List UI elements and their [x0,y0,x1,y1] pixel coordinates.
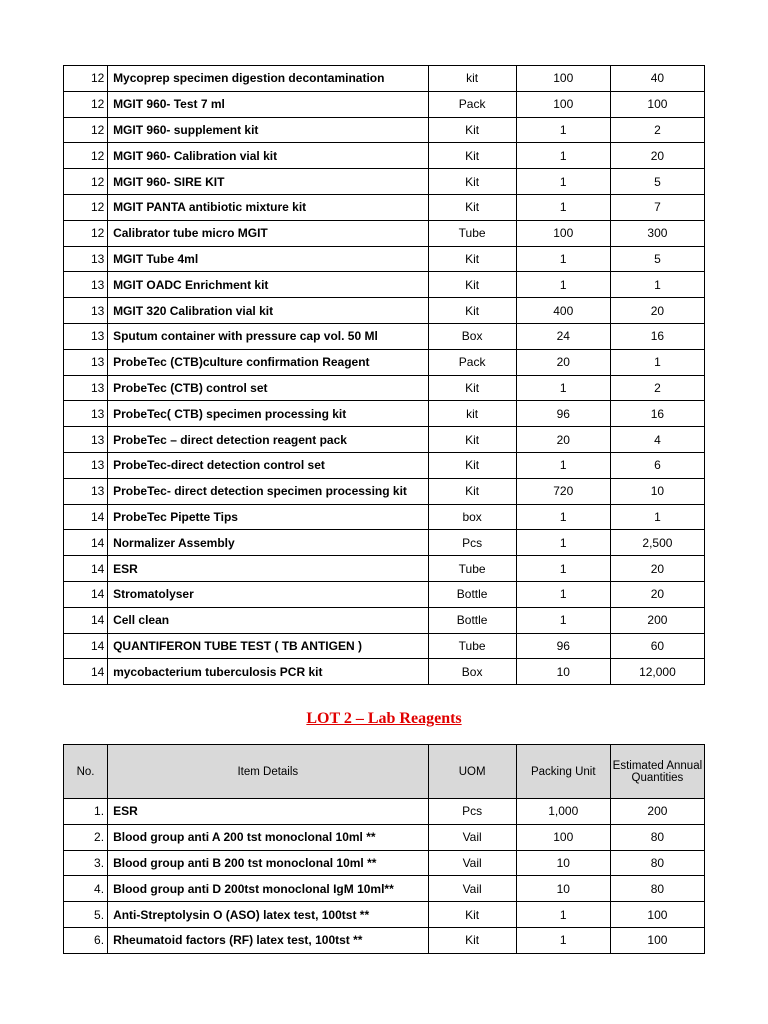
table-row [64,66,705,92]
table-row [64,298,705,324]
lot1-table [63,65,705,685]
table-row [64,349,705,375]
packing-unit: 96 [516,633,610,659]
estimated-quantity: 2,500 [610,530,704,556]
item-details: Blood group anti A 200 tst monoclonal 10ml ** [108,824,429,850]
row-number: 2. [64,824,108,850]
table-row [64,91,705,117]
uom: Kit [428,272,516,298]
item-details: Sputum container with pressure cap vol. 50 Ml [108,323,429,349]
item-details: MGIT 960- Calibration vial kit [108,143,429,169]
packing-unit: 96 [516,401,610,427]
uom: Pcs [428,799,516,825]
row-number: 6. [64,927,108,953]
uom: Kit [428,478,516,504]
table-row [64,246,705,272]
packing-unit: 400 [516,298,610,324]
item-details: ESR [108,556,429,582]
table-row [64,530,705,556]
packing-unit: 1 [516,581,610,607]
row-number: 12 [64,117,108,143]
row-number: 12 [64,169,108,195]
uom: Pack [428,349,516,375]
row-number: 14 [64,607,108,633]
table-row [64,902,705,928]
estimated-quantity: 40 [610,66,704,92]
item-details: ESR [108,799,429,825]
table-row [64,452,705,478]
row-number: 13 [64,427,108,453]
estimated-quantity: 5 [610,169,704,195]
table-row [64,799,705,825]
header-no: No. [64,745,108,799]
estimated-quantity: 20 [610,298,704,324]
uom: Kit [428,927,516,953]
table-row [64,117,705,143]
item-details: MGIT PANTA antibiotic mixture kit [108,194,429,220]
table-row [64,504,705,530]
uom: Bottle [428,607,516,633]
packing-unit: 10 [516,876,610,902]
row-number: 13 [64,323,108,349]
item-details: MGIT OADC Enrichment kit [108,272,429,298]
item-details: Blood group anti B 200 tst monoclonal 10ml ** [108,850,429,876]
estimated-quantity: 12,000 [610,659,704,685]
table-row [64,581,705,607]
table-row [64,401,705,427]
estimated-quantity: 1 [610,349,704,375]
estimated-quantity: 60 [610,633,704,659]
item-details: ProbeTec-direct detection control set [108,452,429,478]
packing-unit: 1 [516,169,610,195]
uom: Kit [428,452,516,478]
table-row [64,194,705,220]
item-details: Calibrator tube micro MGIT [108,220,429,246]
packing-unit: 100 [516,66,610,92]
header-item-details: Item Details [108,745,429,799]
estimated-quantity: 16 [610,401,704,427]
item-details: Cell clean [108,607,429,633]
row-number: 13 [64,246,108,272]
item-details: ProbeTec( CTB) specimen processing kit [108,401,429,427]
item-details: QUANTIFERON TUBE TEST ( TB ANTIGEN ) [108,633,429,659]
packing-unit: 100 [516,91,610,117]
packing-unit: 1 [516,246,610,272]
packing-unit: 1 [516,556,610,582]
table-row [64,169,705,195]
uom: Kit [428,246,516,272]
table-row [64,478,705,504]
packing-unit: 100 [516,220,610,246]
table-row [64,927,705,953]
uom: Bottle [428,581,516,607]
table-row [64,220,705,246]
table-row [64,143,705,169]
estimated-quantity: 80 [610,876,704,902]
packing-unit: 20 [516,427,610,453]
item-details: MGIT 320 Calibration vial kit [108,298,429,324]
table-row [64,272,705,298]
uom: box [428,504,516,530]
estimated-quantity: 10 [610,478,704,504]
row-number: 13 [64,375,108,401]
row-number: 14 [64,504,108,530]
item-details: ProbeTec (CTB)culture confirmation Reagent [108,349,429,375]
packing-unit: 1 [516,375,610,401]
estimated-quantity: 200 [610,607,704,633]
item-details: Rheumatoid factors (RF) latex test, 100tst ** [108,927,429,953]
table-row [64,824,705,850]
row-number: 12 [64,66,108,92]
item-details: ProbeTec Pipette Tips [108,504,429,530]
estimated-quantity: 80 [610,824,704,850]
estimated-quantity: 2 [610,375,704,401]
uom: Pack [428,91,516,117]
row-number: 5. [64,902,108,928]
estimated-quantity: 1 [610,272,704,298]
packing-unit: 1 [516,452,610,478]
estimated-quantity: 4 [610,427,704,453]
row-number: 14 [64,556,108,582]
table-row [64,633,705,659]
table-row [64,659,705,685]
uom: Tube [428,556,516,582]
packing-unit: 20 [516,349,610,375]
uom: Kit [428,117,516,143]
item-details: MGIT 960- SIRE KIT [108,169,429,195]
item-details: MGIT Tube 4ml [108,246,429,272]
estimated-quantity: 100 [610,902,704,928]
item-details: Mycoprep specimen digestion decontamination [108,66,429,92]
packing-unit: 1 [516,117,610,143]
packing-unit: 1 [516,194,610,220]
header-packing-unit: Packing Unit [516,745,610,799]
packing-unit: 100 [516,824,610,850]
estimated-quantity: 200 [610,799,704,825]
row-number: 13 [64,452,108,478]
uom: Pcs [428,530,516,556]
item-details: ProbeTec- direct detection specimen processing kit [108,478,429,504]
table-row [64,375,705,401]
uom: Box [428,323,516,349]
lot2-table [63,744,705,954]
row-number: 14 [64,581,108,607]
lot2-title: LOT 2 – Lab Reagents [306,710,462,727]
uom: Box [428,659,516,685]
row-number: 13 [64,401,108,427]
row-number: 4. [64,876,108,902]
row-number: 14 [64,633,108,659]
packing-unit: 10 [516,850,610,876]
item-details: MGIT 960- supplement kit [108,117,429,143]
item-details: MGIT 960- Test 7 ml [108,91,429,117]
header-estimated-quantities: Estimated Annual Quantities [610,745,704,799]
packing-unit: 1 [516,143,610,169]
uom: Kit [428,902,516,928]
estimated-quantity: 5 [610,246,704,272]
lot2-header-row [64,745,705,799]
uom: kit [428,66,516,92]
packing-unit: 1 [516,272,610,298]
packing-unit: 720 [516,478,610,504]
packing-unit: 24 [516,323,610,349]
packing-unit: 1 [516,530,610,556]
estimated-quantity: 1 [610,504,704,530]
uom: kit [428,401,516,427]
uom: Tube [428,633,516,659]
uom: Kit [428,143,516,169]
item-details: ProbeTec (CTB) control set [108,375,429,401]
uom: Kit [428,375,516,401]
row-number: 14 [64,659,108,685]
row-number: 12 [64,220,108,246]
row-number: 12 [64,143,108,169]
estimated-quantity: 6 [610,452,704,478]
uom: Kit [428,194,516,220]
table-row [64,323,705,349]
table-row [64,876,705,902]
table-row [64,850,705,876]
estimated-quantity: 100 [610,927,704,953]
uom: Tube [428,220,516,246]
item-details: Normalizer Assembly [108,530,429,556]
table-row [64,427,705,453]
item-details: ProbeTec – direct detection reagent pack [108,427,429,453]
item-details: mycobacterium tuberculosis PCR kit [108,659,429,685]
row-number: 13 [64,298,108,324]
uom: Kit [428,169,516,195]
row-number: 13 [64,349,108,375]
row-number: 1. [64,799,108,825]
packing-unit: 1,000 [516,799,610,825]
packing-unit: 10 [516,659,610,685]
row-number: 3. [64,850,108,876]
estimated-quantity: 16 [610,323,704,349]
estimated-quantity: 7 [610,194,704,220]
row-number: 14 [64,530,108,556]
packing-unit: 1 [516,504,610,530]
row-number: 12 [64,91,108,117]
uom: Vail [428,850,516,876]
estimated-quantity: 300 [610,220,704,246]
packing-unit: 1 [516,607,610,633]
table-row [64,556,705,582]
packing-unit: 1 [516,902,610,928]
uom: Kit [428,298,516,324]
estimated-quantity: 20 [610,581,704,607]
uom: Kit [428,427,516,453]
estimated-quantity: 80 [610,850,704,876]
item-details: Blood group anti D 200tst monoclonal IgM 10ml** [108,876,429,902]
item-details: Stromatolyser [108,581,429,607]
estimated-quantity: 20 [610,556,704,582]
uom: Vail [428,824,516,850]
row-number: 12 [64,194,108,220]
item-details: Anti-Streptolysin O (ASO) latex test, 100tst ** [108,902,429,928]
estimated-quantity: 2 [610,117,704,143]
row-number: 13 [64,272,108,298]
header-uom: UOM [428,745,516,799]
uom: Vail [428,876,516,902]
estimated-quantity: 100 [610,91,704,117]
packing-unit: 1 [516,927,610,953]
row-number: 13 [64,478,108,504]
table-row [64,607,705,633]
estimated-quantity: 20 [610,143,704,169]
